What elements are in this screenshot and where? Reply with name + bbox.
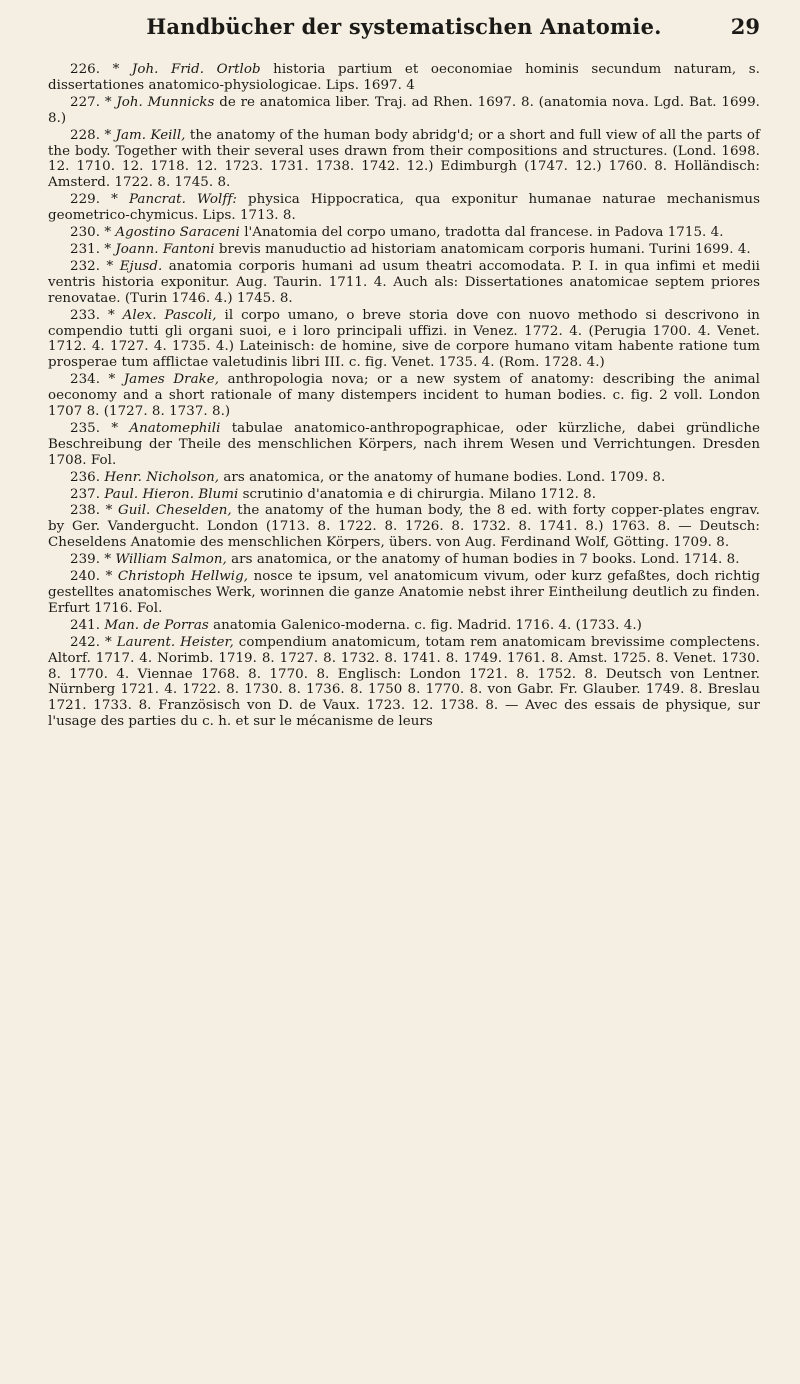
entry-author: * William Salmon, bbox=[104, 552, 227, 568]
entry-text: physica Hippocratica, qua exponitur humanae naturae mechanismus geometrico-chymicus. Lips. 1713. 8. bbox=[48, 192, 761, 224]
bibliography-entry bbox=[48, 225, 760, 241]
entry-number: 240. bbox=[70, 569, 101, 585]
entry-text: compendium anatomicum, totam rem anatomicam brevissime complectens. Altorf. 1717. 4. Norimb. 1719. 8. 1727. 8. 1732. 8. 1741. 8. 1749. 1761. 8. Amst. 1725. 8. Venet. 1730. 8. 1770. 4. Viennae 1768. 8. 1770. 8. Englisch: London 1721. 8. 1752. 8. Deutsch von Lentner. Nürnberg 1721. 4. 1722. 8. 1730. 8. 1736. 8. 1750 8. 1770. 8. von Gabr. Fr. Glauber. 1749. 8. Breslau 1721. 1733. 8. Französisch von D. de Vaux. 1723. 12. 1738. 8. — Avec des essais de physique, sur l'usage des parties du c. h. et sur le mécanisme de leurs bbox=[48, 634, 760, 730]
bibliography-entry bbox=[48, 487, 760, 503]
entry-author: * Alex. Pascoli, bbox=[107, 307, 217, 323]
entry-number: 236. bbox=[70, 469, 101, 485]
running-head bbox=[48, 14, 760, 60]
entry-text: anatomia Galenico-moderna. c. fig. Madrid. 1716. 4. (1733. 4.) bbox=[213, 617, 642, 633]
bibliography-entry bbox=[48, 192, 760, 224]
page-number: 29 bbox=[730, 14, 760, 39]
entry-author: * James Drake, bbox=[108, 372, 220, 388]
bibliography-list bbox=[48, 62, 760, 730]
entry-text: anthropologia nova; or a new system of anatomy: describing the animal oeconomy and a short rationale of many distempers incident to human bodies. c. fig. 2 voll. London 1707 8. (1727. 8. 1737. 8.) bbox=[48, 372, 761, 420]
entry-author: * Joh. Munnicks bbox=[104, 94, 215, 110]
entry-number: 241. bbox=[70, 617, 101, 633]
entry-number: 242. bbox=[70, 634, 101, 650]
entry-number: 235. bbox=[70, 420, 101, 436]
entry-number: 228. bbox=[70, 127, 101, 143]
entry-text: il corpo umano, o breve storia dove con nuovo methodo si descrivono in compendio tutti gli organi suoi, e i loro principali uffizi. in Venez. 1772. 4. (Perugia 1700. 4. Venet. 1712. 4. 1727. 4. 1735. 4.) Lateinisch: de homine, sive de corpore humano vitam habente ratione tum prosperae tum afflictae valetudinis libri III. c. fig. Venet. 1735. 4. (Rom. 1728. 4.) bbox=[48, 307, 760, 371]
bibliography-entry bbox=[48, 95, 760, 127]
bibliography-entry bbox=[48, 372, 760, 420]
bibliography-entry bbox=[48, 128, 760, 192]
entry-author: * Anatomephili bbox=[111, 420, 221, 436]
entry-author: Paul. Hieron. Blumi bbox=[104, 486, 239, 502]
entry-author: Man. de Porras bbox=[104, 617, 209, 633]
entry-number: 226. bbox=[70, 62, 101, 77]
entry-author: * Laurent. Heister, bbox=[104, 634, 234, 650]
entry-author: * Joh. Frid. Ortlob bbox=[112, 62, 261, 77]
entry-author: * Jam. Keill, bbox=[104, 127, 186, 143]
entry-author: * Pancrat. Wolff: bbox=[111, 192, 237, 208]
entry-text: ars anatomica, or the anatomy of humane bodies. Lond. 1709. 8. bbox=[223, 469, 666, 485]
bibliography-entry bbox=[48, 421, 760, 469]
bibliography-entry bbox=[48, 569, 760, 617]
bibliography-entry bbox=[48, 503, 760, 551]
entry-number: 237. bbox=[70, 486, 101, 502]
entry-text: de re anatomica liber. Traj. ad Rhen. 1697. 8. (anatomia nova. Lgd. Bat. 1699. 8.) bbox=[48, 94, 760, 126]
entry-text: the anatomy of the human body abridg'd; or a short and full view of all the parts of the body. Together with their several uses drawn from their compositions and structures. (Lond. 1698. 12. 1710. 12. 1718. 12. 1723. 1731. 1738. 1742. 12.) Edimburgh (1747. 12.) 1760. 8. Holländisch: Amsterd. 1722. 8. 1745. 8. bbox=[48, 127, 761, 191]
entry-text: scrutinio d'anatomia e di chirurgia. Milano 1712. 8. bbox=[242, 486, 597, 502]
bibliography-entry bbox=[48, 470, 760, 486]
bibliography-entry bbox=[48, 552, 760, 568]
entry-text: the anatomy of the human body, the 8 ed. with forty copper-plates engrav. by Ger. Vandergucht. London (1713. 8. 1722. 8. 1726. 8. 1732. 8. 1741. 8.) 1763. 8. — Deutsch: Cheseldens Anatomie des menschlichen Körpers, übers. von Aug. Ferdinand Wolf, Götting. 1709. 8. bbox=[48, 503, 760, 551]
entry-text: nosce te ipsum, vel anatomicum vivum, oder kurz gefaßtes, doch richtig gestelltes anatomisches Werk, worinnen die ganze Anatomie nebst ihrer Eintheilung deutlich zu finden. Erfurt 1716. Fol. bbox=[48, 569, 760, 616]
entry-author: * Joann. Fantoni bbox=[104, 241, 215, 257]
entry-number: 230. bbox=[70, 225, 101, 241]
entry-number: 233. bbox=[70, 307, 101, 323]
entry-text: historia partium et oeconomiae hominis secundum naturam, s. dissertationes anatomico-physiologicae. Lips. 1697. 4 bbox=[48, 62, 760, 93]
entry-text: brevis manuductio ad historiam anatomicam corporis humani. Turini 1699. 4. bbox=[218, 241, 751, 257]
bibliography-entry bbox=[48, 618, 760, 634]
entry-author: * Ejusd. bbox=[106, 258, 163, 274]
entry-author: Henr. Nicholson, bbox=[104, 469, 220, 485]
bibliography-entry bbox=[48, 635, 760, 730]
bibliography-entry bbox=[48, 308, 760, 372]
bibliography-entry bbox=[48, 242, 760, 258]
entry-number: 239. bbox=[70, 552, 101, 568]
entry-text: tabulae anatomico-anthropographicae, oder kürzliche, dabei gründliche Beschreibung der Theile des menschlichen Körpers, nach ihrem Wesen und Verrichtungen. Dresden 1708. Fol. bbox=[48, 420, 760, 468]
entry-text: ars anatomica, or the anatomy of human bodies in 7 books. Lond. 1714. 8. bbox=[231, 552, 740, 568]
bibliography-entry bbox=[48, 62, 760, 94]
entry-author: * Christoph Hellwig, bbox=[105, 569, 249, 585]
entry-author: * Guil. Cheselden, bbox=[105, 503, 232, 519]
entry-number: 238. bbox=[70, 503, 101, 519]
running-title: Handbücher der systematischen Anatomie. bbox=[146, 14, 662, 39]
entry-number: 234. bbox=[70, 372, 101, 388]
entry-text: l'Anatomia del corpo umano, tradotta dal francese. in Padova 1715. 4. bbox=[244, 225, 724, 241]
entry-author: * Agostino Saraceni bbox=[104, 225, 240, 241]
bibliography-entry bbox=[48, 259, 760, 307]
entry-number: 227. bbox=[70, 94, 101, 110]
entry-number: 229. bbox=[70, 192, 101, 208]
entry-number: 231. bbox=[70, 241, 101, 257]
entry-text: anatomia corporis humani ad usum theatri accomodata. P. I. in qua infimi et medii ventris historia exponitur. Aug. Taurin. 1711. 4. Auch als: Dissertationes anatomicae septem priores renovatae. (Turin 1746. 4.) 1745. 8. bbox=[48, 258, 761, 306]
entry-number: 232. bbox=[70, 258, 101, 274]
